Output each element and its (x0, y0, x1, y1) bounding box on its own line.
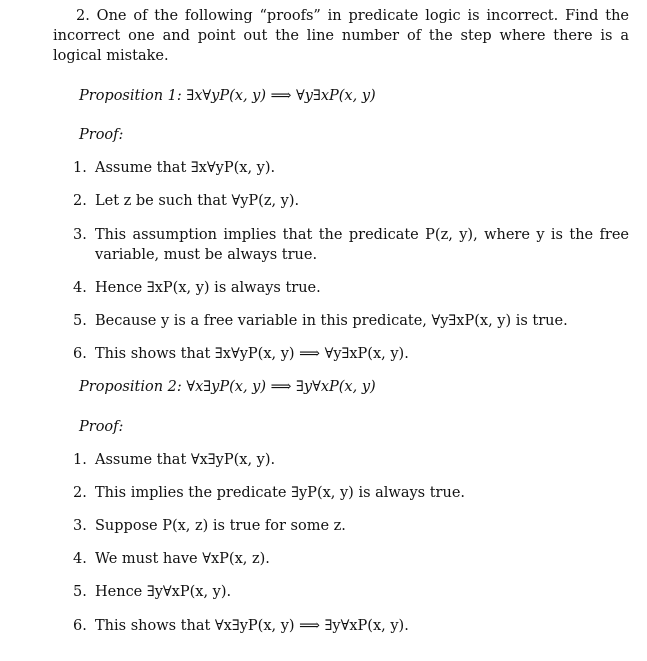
proposition-1-step-6 (73, 344, 629, 364)
step-number: 6. (73, 346, 87, 362)
step-number: 5. (73, 584, 87, 600)
step-text: This shows that ∃x∀yP(x, y) ⟹ ∀y∃xP(x, y). (95, 346, 409, 362)
step-number: 3. (73, 227, 87, 243)
step-text: Because y is a free variable in this predicate, ∀y∃xP(x, y) is true. (95, 313, 568, 329)
step-number: 3. (73, 518, 87, 534)
proposition-1-step-5 (73, 311, 629, 331)
step-number: 1. (73, 160, 87, 176)
step-number: 4. (73, 551, 87, 567)
problem-text: 2. One of the following “proofs” in predicate logic is incorrect. Find the incorrect one and point out the line number of the step where there is a logical mistake. (53, 8, 629, 64)
step-text: Suppose P(x, z) is true for some z. (95, 518, 346, 534)
proposition-2-step-6 (73, 616, 629, 636)
step-text: This shows that ∀x∃yP(x, y) ⟹ ∃y∀xP(x, y). (95, 618, 409, 634)
step-number: 5. (73, 313, 87, 329)
step-text: This implies the predicate ∃yP(x, y) is always true. (95, 485, 466, 501)
proposition-2-step-5 (73, 582, 629, 602)
proposition-2-step-3 (73, 516, 629, 536)
proposition-2-step-1 (73, 450, 629, 470)
step-number: 6. (73, 618, 87, 634)
step-text: We must have ∀xP(x, z). (95, 551, 270, 567)
proposition-1-step-3 (73, 225, 629, 265)
proposition-1-title: Proposition 1: ∃x∀yP(x, y) ⟹ ∀y∃xP(x, y) (79, 88, 376, 104)
step-text: Assume that ∃x∀yP(x, y). (95, 160, 276, 176)
proposition-1-step-1 (73, 158, 629, 178)
proposition-1-proof-label: Proof: (79, 127, 124, 143)
step-text: Let z be such that ∀yP(z, y). (95, 193, 300, 209)
problem-statement (53, 6, 629, 66)
step-number: 1. (73, 452, 87, 468)
proposition-2-step-2 (73, 483, 629, 503)
proposition-2-title: Proposition 2: ∀x∃yP(x, y) ⟹ ∃y∀xP(x, y) (79, 379, 376, 395)
step-text: Assume that ∀x∃yP(x, y). (95, 452, 276, 468)
proposition-1-step-2 (73, 191, 629, 211)
proposition-2-step-4 (73, 549, 629, 569)
step-number: 2. (73, 193, 87, 209)
step-number: 2. (73, 485, 87, 501)
step-text: Hence ∃xP(x, y) is always true. (95, 280, 321, 296)
proposition-1-step-4 (73, 278, 629, 298)
step-number: 4. (73, 280, 87, 296)
step-text: This assumption implies that the predicate P(z, y), where y is the free variable, must be always true. (95, 227, 629, 263)
proposition-2-proof-label: Proof: (79, 419, 124, 435)
step-text: Hence ∃y∀xP(x, y). (95, 584, 232, 600)
